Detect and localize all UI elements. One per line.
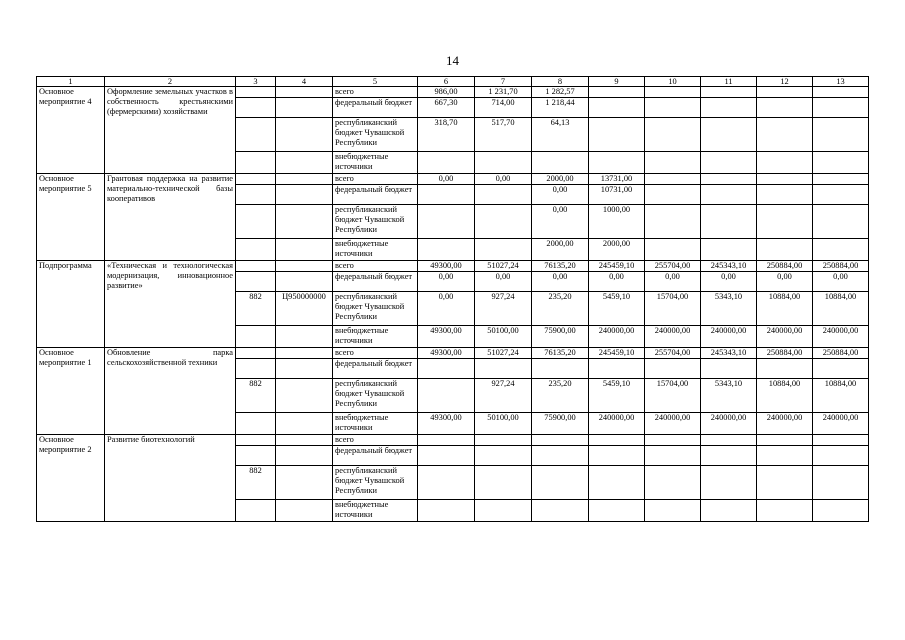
amount-cell: 240000,00 (813, 326, 869, 348)
budget-class-code (276, 98, 333, 118)
amount-cell: 240000,00 (701, 413, 757, 435)
page-number: 14 (446, 53, 459, 68)
amount-cell (813, 98, 869, 118)
amount-cell (813, 435, 869, 446)
funding-source: всего (333, 87, 418, 98)
budget-table (36, 76, 869, 522)
amount-cell (813, 185, 869, 205)
amount-cell (475, 185, 532, 205)
activity-type: Основное мероприятие 5 (37, 174, 105, 261)
amount-cell (418, 205, 475, 239)
gov-code (236, 359, 276, 379)
gov-code (236, 446, 276, 466)
column-number: 2 (105, 77, 236, 87)
amount-cell (589, 359, 645, 379)
amount-cell (475, 435, 532, 446)
amount-cell (757, 185, 813, 205)
budget-class-code (276, 185, 333, 205)
gov-code (236, 98, 276, 118)
amount-cell (813, 359, 869, 379)
gov-code (236, 413, 276, 435)
amount-cell: 75900,00 (532, 413, 589, 435)
amount-cell: 13731,00 (589, 174, 645, 185)
amount-cell (589, 466, 645, 500)
column-number: 5 (333, 77, 418, 87)
amount-cell: 51027,24 (475, 261, 532, 272)
amount-cell (645, 466, 701, 500)
amount-cell: 240000,00 (813, 413, 869, 435)
amount-cell: 240000,00 (757, 413, 813, 435)
amount-cell: 517,70 (475, 118, 532, 152)
amount-cell: 250884,00 (813, 261, 869, 272)
gov-code (236, 348, 276, 359)
gov-code (236, 87, 276, 98)
amount-cell (418, 359, 475, 379)
activity-name: Грантовая поддержка на развитие материально-технической базы кооперативов (105, 174, 236, 261)
table-row (37, 348, 869, 359)
amount-cell: 50100,00 (475, 326, 532, 348)
amount-cell: 2000,00 (532, 239, 589, 261)
budget-class-code (276, 118, 333, 152)
amount-cell (532, 500, 589, 522)
amount-cell (589, 446, 645, 466)
amount-cell (701, 87, 757, 98)
amount-cell (589, 118, 645, 152)
activity-name: Обновление парка сельскохозяйственной техники (105, 348, 236, 435)
gov-code (236, 239, 276, 261)
gov-code (236, 435, 276, 446)
amount-cell (418, 152, 475, 174)
amount-cell (418, 446, 475, 466)
budget-class-code (276, 174, 333, 185)
amount-cell: 245459,10 (589, 348, 645, 359)
amount-cell: 5459,10 (589, 379, 645, 413)
amount-cell: 240000,00 (757, 326, 813, 348)
amount-cell (645, 239, 701, 261)
column-number: 8 (532, 77, 589, 87)
amount-cell (701, 500, 757, 522)
amount-cell: 245459,10 (589, 261, 645, 272)
gov-code (236, 326, 276, 348)
amount-cell: 0,00 (532, 205, 589, 239)
amount-cell: 49300,00 (418, 413, 475, 435)
amount-cell (645, 185, 701, 205)
budget-class-code (276, 359, 333, 379)
amount-cell: 318,70 (418, 118, 475, 152)
amount-cell (701, 118, 757, 152)
amount-cell: 235,20 (532, 379, 589, 413)
amount-cell (645, 446, 701, 466)
amount-cell (418, 239, 475, 261)
amount-cell: 986,00 (418, 87, 475, 98)
gov-code: 882 (236, 292, 276, 326)
amount-cell (757, 239, 813, 261)
amount-cell: 10884,00 (813, 379, 869, 413)
amount-cell: 0,00 (813, 272, 869, 292)
amount-cell (757, 87, 813, 98)
amount-cell: 0,00 (645, 272, 701, 292)
funding-source: всего (333, 435, 418, 446)
amount-cell (813, 87, 869, 98)
amount-cell (645, 500, 701, 522)
amount-cell (813, 118, 869, 152)
funding-source: внебюджетные источники (333, 326, 418, 348)
amount-cell: 1 231,70 (475, 87, 532, 98)
amount-cell (757, 152, 813, 174)
amount-cell (813, 500, 869, 522)
budget-class-code (276, 435, 333, 446)
gov-code: 882 (236, 466, 276, 500)
gov-code (236, 272, 276, 292)
amount-cell: 0,00 (532, 185, 589, 205)
table-row (37, 174, 869, 185)
amount-cell: 15704,00 (645, 292, 701, 326)
amount-cell (589, 152, 645, 174)
amount-cell (645, 174, 701, 185)
amount-cell: 667,30 (418, 98, 475, 118)
amount-cell (757, 359, 813, 379)
gov-code (236, 174, 276, 185)
amount-cell: 10884,00 (757, 379, 813, 413)
amount-cell (701, 98, 757, 118)
table-row (37, 261, 869, 272)
funding-source: всего (333, 261, 418, 272)
amount-cell (589, 500, 645, 522)
amount-cell: 1 218,44 (532, 98, 589, 118)
amount-cell: 255704,00 (645, 348, 701, 359)
amount-cell (418, 435, 475, 446)
funding-source: внебюджетные источники (333, 152, 418, 174)
amount-cell: 240000,00 (589, 326, 645, 348)
amount-cell: 75900,00 (532, 326, 589, 348)
amount-cell: 927,24 (475, 292, 532, 326)
amount-cell: 250884,00 (757, 348, 813, 359)
activity-type: Основное мероприятие 2 (37, 435, 105, 522)
amount-cell (475, 466, 532, 500)
amount-cell (701, 174, 757, 185)
amount-cell (589, 98, 645, 118)
column-number: 9 (589, 77, 645, 87)
column-number: 4 (276, 77, 333, 87)
amount-cell (701, 205, 757, 239)
column-number: 13 (813, 77, 869, 87)
gov-code: 882 (236, 379, 276, 413)
activity-name: Развитие биотехнологий (105, 435, 236, 522)
funding-source: республиканский бюджет Чувашской Республики (333, 205, 418, 239)
gov-code (236, 500, 276, 522)
gov-code (236, 205, 276, 239)
budget-class-code (276, 87, 333, 98)
amount-cell: 0,00 (475, 174, 532, 185)
funding-source: федеральный бюджет (333, 446, 418, 466)
budget-class-code (276, 413, 333, 435)
amount-cell (701, 185, 757, 205)
amount-cell (475, 446, 532, 466)
amount-cell (418, 185, 475, 205)
amount-cell (589, 87, 645, 98)
amount-cell: 2000,00 (532, 174, 589, 185)
amount-cell (813, 174, 869, 185)
amount-cell: 15704,00 (645, 379, 701, 413)
budget-class-code (276, 379, 333, 413)
column-number: 11 (701, 77, 757, 87)
funding-source: республиканский бюджет Чувашской Республики (333, 292, 418, 326)
amount-cell: 0,00 (757, 272, 813, 292)
amount-cell: 5343,10 (701, 379, 757, 413)
amount-cell (475, 500, 532, 522)
amount-cell: 2000,00 (589, 239, 645, 261)
amount-cell: 0,00 (418, 174, 475, 185)
funding-source: внебюджетные источники (333, 413, 418, 435)
amount-cell (757, 446, 813, 466)
funding-source: федеральный бюджет (333, 185, 418, 205)
amount-cell: 10731,00 (589, 185, 645, 205)
amount-cell (813, 446, 869, 466)
gov-code (236, 152, 276, 174)
funding-source: республиканский бюджет Чувашской Республики (333, 379, 418, 413)
budget-class-code: Ц950000000 (276, 292, 333, 326)
amount-cell: 240000,00 (645, 326, 701, 348)
amount-cell: 0,00 (589, 272, 645, 292)
amount-cell (813, 205, 869, 239)
budget-class-code (276, 261, 333, 272)
amount-cell: 1 282,57 (532, 87, 589, 98)
amount-cell (645, 435, 701, 446)
funding-source: республиканский бюджет Чувашской Республики (333, 466, 418, 500)
column-number: 3 (236, 77, 276, 87)
budget-class-code (276, 205, 333, 239)
activity-name: Оформление земельных участков в собственность крестьянскими (фермерскими) хозяйствами (105, 87, 236, 174)
amount-cell (475, 359, 532, 379)
amount-cell (757, 466, 813, 500)
column-number: 7 (475, 77, 532, 87)
budget-class-code (276, 348, 333, 359)
amount-cell (757, 174, 813, 185)
amount-cell (475, 152, 532, 174)
amount-cell: 0,00 (418, 292, 475, 326)
amount-cell (532, 446, 589, 466)
amount-cell: 5459,10 (589, 292, 645, 326)
amount-cell (757, 435, 813, 446)
gov-code (236, 185, 276, 205)
amount-cell: 714,00 (475, 98, 532, 118)
amount-cell: 10884,00 (757, 292, 813, 326)
amount-cell: 250884,00 (757, 261, 813, 272)
amount-cell (813, 152, 869, 174)
funding-source: федеральный бюджет (333, 359, 418, 379)
amount-cell (418, 379, 475, 413)
gov-code (236, 118, 276, 152)
amount-cell: 76135,20 (532, 261, 589, 272)
column-number: 6 (418, 77, 475, 87)
amount-cell: 51027,24 (475, 348, 532, 359)
amount-cell: 1000,00 (589, 205, 645, 239)
amount-cell: 240000,00 (645, 413, 701, 435)
amount-cell: 0,00 (701, 272, 757, 292)
budget-class-code (276, 239, 333, 261)
amount-cell (813, 239, 869, 261)
funding-source: всего (333, 174, 418, 185)
amount-cell: 0,00 (532, 272, 589, 292)
funding-source: внебюджетные источники (333, 500, 418, 522)
amount-cell (701, 152, 757, 174)
funding-source: внебюджетные источники (333, 239, 418, 261)
budget-class-code (276, 326, 333, 348)
amount-cell (701, 446, 757, 466)
activity-type: Подпрограмма (37, 261, 105, 348)
activity-type: Основное мероприятие 4 (37, 87, 105, 174)
amount-cell (813, 466, 869, 500)
activity-type: Основное мероприятие 1 (37, 348, 105, 435)
amount-cell: 64,13 (532, 118, 589, 152)
amount-cell (589, 435, 645, 446)
amount-cell (701, 466, 757, 500)
amount-cell (645, 152, 701, 174)
column-number: 10 (645, 77, 701, 87)
amount-cell: 240000,00 (589, 413, 645, 435)
amount-cell: 250884,00 (813, 348, 869, 359)
amount-cell (532, 435, 589, 446)
activity-name: «Техническая и технологическая модернизация, инновационное развитие» (105, 261, 236, 348)
amount-cell (475, 239, 532, 261)
amount-cell (645, 118, 701, 152)
amount-cell: 0,00 (418, 272, 475, 292)
amount-cell (532, 359, 589, 379)
amount-cell (645, 205, 701, 239)
amount-cell (757, 118, 813, 152)
column-number: 12 (757, 77, 813, 87)
funding-source: федеральный бюджет (333, 272, 418, 292)
budget-class-code (276, 152, 333, 174)
budget-class-code (276, 466, 333, 500)
amount-cell (645, 98, 701, 118)
amount-cell (757, 205, 813, 239)
funding-source: федеральный бюджет (333, 98, 418, 118)
amount-cell: 245343,10 (701, 348, 757, 359)
amount-cell (645, 359, 701, 379)
column-number-row (37, 77, 869, 87)
amount-cell: 235,20 (532, 292, 589, 326)
amount-cell (701, 239, 757, 261)
column-number: 1 (37, 77, 105, 87)
amount-cell (532, 152, 589, 174)
budget-class-code (276, 446, 333, 466)
table-row (37, 435, 869, 446)
amount-cell (475, 205, 532, 239)
amount-cell (645, 87, 701, 98)
funding-source: республиканский бюджет Чувашской Республики (333, 118, 418, 152)
budget-class-code (276, 500, 333, 522)
amount-cell: 76135,20 (532, 348, 589, 359)
table-row (37, 87, 869, 98)
funding-source: всего (333, 348, 418, 359)
amount-cell (532, 466, 589, 500)
amount-cell: 255704,00 (645, 261, 701, 272)
gov-code (236, 261, 276, 272)
amount-cell: 5343,10 (701, 292, 757, 326)
amount-cell: 0,00 (475, 272, 532, 292)
amount-cell (418, 500, 475, 522)
amount-cell: 49300,00 (418, 261, 475, 272)
amount-cell (757, 500, 813, 522)
amount-cell: 10884,00 (813, 292, 869, 326)
amount-cell: 50100,00 (475, 413, 532, 435)
amount-cell: 927,24 (475, 379, 532, 413)
amount-cell (701, 359, 757, 379)
amount-cell: 49300,00 (418, 326, 475, 348)
amount-cell: 245343,10 (701, 261, 757, 272)
amount-cell: 240000,00 (701, 326, 757, 348)
amount-cell (418, 466, 475, 500)
amount-cell (701, 435, 757, 446)
amount-cell (757, 98, 813, 118)
budget-class-code (276, 272, 333, 292)
amount-cell: 49300,00 (418, 348, 475, 359)
